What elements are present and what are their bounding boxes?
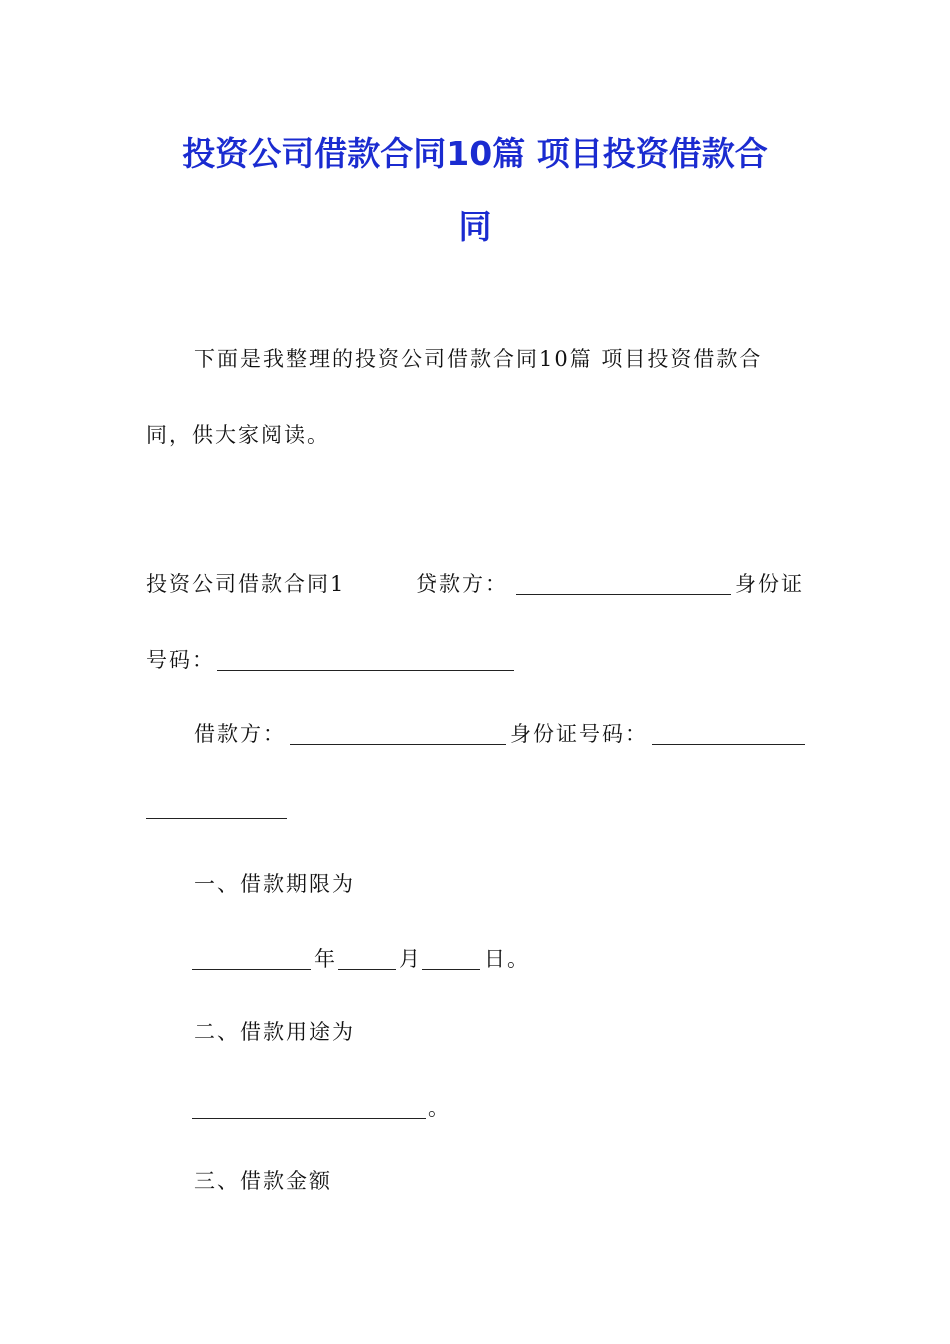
month-label: 月 [399, 947, 422, 971]
year-blank [192, 949, 311, 970]
month-blank [338, 949, 396, 970]
contract-heading: 投资公司借款合同1 [146, 572, 346, 596]
purpose-period: 。 [428, 1096, 451, 1120]
section-1-heading: 一、借款期限为 [194, 872, 355, 896]
lender-id-label-part1: 身份证 [735, 572, 804, 596]
intro-line-2: 同，供大家阅读。 [146, 423, 330, 447]
day-label: 日。 [484, 947, 530, 971]
borrower-label: 借款方： [194, 722, 286, 746]
lender-label: 贷款方： [416, 572, 508, 596]
borrower-id-label: 身份证号码： [510, 722, 648, 746]
lender-id-label-part2: 号码： [146, 648, 215, 672]
day-blank [422, 949, 480, 970]
section-3-heading: 三、借款金额 [194, 1169, 332, 1193]
borrower-id-blank [652, 724, 805, 745]
borrower-id-blank-continued [146, 798, 287, 819]
lender-id-blank [217, 650, 514, 671]
section-2-heading: 二、借款用途为 [194, 1020, 355, 1044]
lender-blank [516, 574, 731, 595]
borrower-blank [290, 724, 506, 745]
purpose-blank [192, 1098, 426, 1119]
document-title-line-1: 投资公司借款合同10篇 项目投资借款合 [182, 134, 768, 173]
intro-line-1: 下面是我整理的投资公司借款合同10篇 项目投资借款合 [194, 347, 763, 371]
year-label: 年 [314, 947, 337, 971]
document-title-line-2: 同 [458, 207, 492, 246]
